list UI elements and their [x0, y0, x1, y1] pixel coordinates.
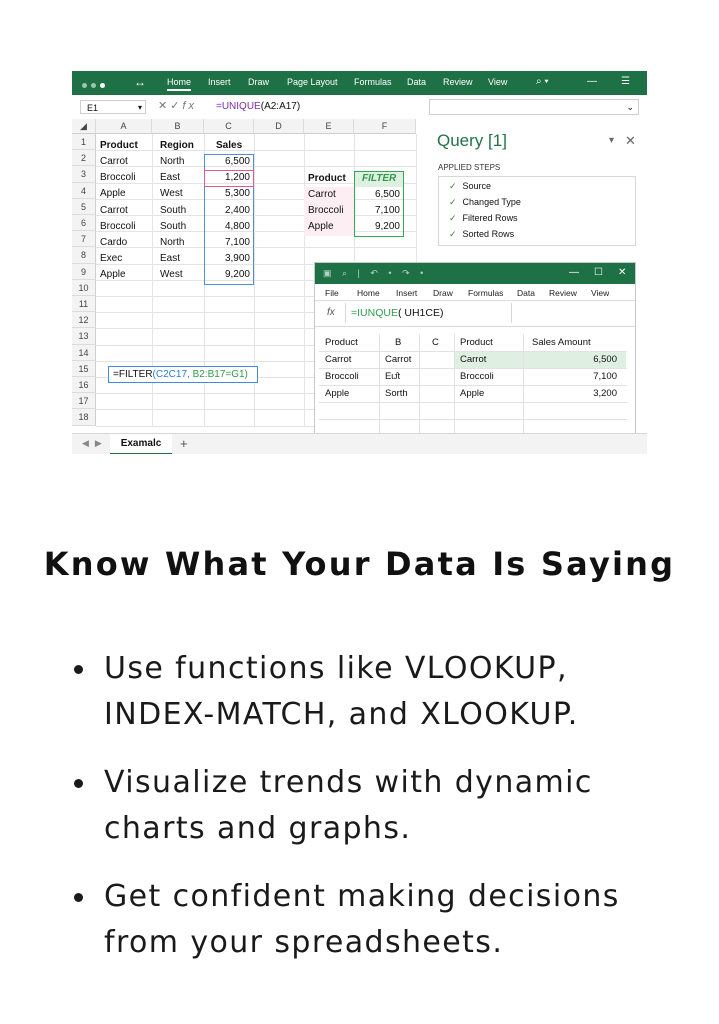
filter-ref-1: (C2C17,: [152, 369, 190, 380]
gridline: [319, 419, 627, 420]
row-header[interactable]: 6: [72, 215, 96, 231]
bullet-text: Get confident making decisions from your spreadsheets.: [104, 879, 620, 960]
menu-file[interactable]: File: [325, 288, 339, 298]
name-box[interactable]: [80, 100, 146, 114]
w2-right-cell[interactable]: Carrot: [460, 354, 487, 365]
window2-menu: [315, 284, 635, 301]
bullet-item: [70, 760, 690, 852]
table-cell[interactable]: Cardo: [100, 237, 128, 248]
bullet-dot-icon: [74, 779, 83, 788]
menu-review[interactable]: Review: [549, 288, 577, 298]
w2-right-cell[interactable]: 7,100: [593, 371, 617, 382]
applied-steps-label: APPLIED STEPS: [438, 163, 501, 172]
table-cell[interactable]: 3,900: [224, 253, 250, 265]
gridline: [319, 402, 627, 403]
check-icon: ✓: [449, 229, 457, 239]
close-icon[interactable]: ✕: [625, 133, 636, 148]
column-header-f[interactable]: F: [354, 119, 416, 134]
header-sales[interactable]: Sales: [216, 140, 243, 151]
bullet-list: [70, 646, 690, 988]
step-label: Sorted Rows: [462, 229, 515, 239]
filter-cell[interactable]: 6,500: [374, 189, 400, 200]
query-title: Query [1]: [437, 131, 507, 150]
step-sorted-rows[interactable]: [449, 229, 514, 240]
window2-formula-bar: [315, 300, 635, 327]
w2-right-header-product[interactable]: Product: [460, 337, 493, 348]
row-header[interactable]: 4: [72, 183, 96, 199]
caret-down-icon[interactable]: ▾: [609, 135, 615, 146]
table-cell[interactable]: East: [160, 253, 181, 265]
row-header[interactable]: 13: [72, 328, 96, 344]
tab-view[interactable]: View: [488, 77, 508, 87]
step-changed-type[interactable]: [449, 197, 521, 208]
menu-home[interactable]: Home: [357, 288, 380, 298]
window-controls[interactable]: [82, 80, 109, 91]
check-icon: ✓: [449, 197, 457, 207]
table-cell[interactable]: Broccoli: [100, 172, 136, 184]
bullet-dot-icon: [74, 665, 83, 674]
table-cell[interactable]: South: [160, 204, 187, 216]
search-icon[interactable]: ⌕ ▾: [536, 76, 549, 87]
confirm-icon[interactable]: ✓: [170, 100, 183, 112]
resize-arrows-icon[interactable]: ↔: [134, 75, 146, 89]
w2-left-cell[interactable]: Carrot: [325, 354, 352, 365]
row-header[interactable]: 9: [72, 264, 96, 280]
secondary-workbook-window: [314, 262, 636, 454]
column-header-e[interactable]: E: [304, 119, 354, 134]
sheet-nav-arrows-icon[interactable]: ◀▶: [82, 438, 108, 448]
column-header-d[interactable]: D: [254, 119, 304, 134]
fx-icon[interactable]: fx: [327, 307, 335, 318]
bullet-text: Visualize trends with dynamic charts and graphs.: [104, 765, 593, 846]
formula-actions: [158, 99, 197, 112]
window2-formula-function: =IUNQUE: [351, 307, 398, 319]
add-sheet-button[interactable]: +: [180, 436, 188, 451]
table-cell[interactable]: North: [160, 237, 185, 248]
selected-cell-highlight: [204, 170, 254, 187]
ribbon-bar: [72, 71, 647, 95]
filter-function: =FILTER: [113, 369, 153, 380]
column-header-a[interactable]: A: [96, 119, 152, 134]
query-dropdown[interactable]: [429, 99, 639, 115]
column-header-c[interactable]: C: [204, 119, 254, 134]
tab-insert[interactable]: Insert: [208, 77, 231, 87]
header-region[interactable]: Region: [160, 140, 194, 151]
table-cell[interactable]: Carrot: [100, 156, 128, 167]
filter-ref-2: B2:B17=G1): [189, 369, 248, 380]
sheet-tab[interactable]: Examalc: [110, 434, 172, 454]
table-cell[interactable]: 4,800: [224, 220, 250, 232]
row-header[interactable]: 11: [72, 296, 96, 312]
w2-left-header-b[interactable]: B: [395, 337, 402, 348]
tab-draw[interactable]: Draw: [248, 77, 270, 87]
select-all-corner[interactable]: ◢: [72, 119, 96, 134]
row-header[interactable]: 12: [72, 312, 96, 328]
query-pane: [429, 119, 647, 269]
gridline: [96, 247, 416, 248]
menu-draw[interactable]: Draw: [433, 288, 453, 298]
table-cell[interactable]: 7,100: [224, 237, 250, 248]
filter-header-product[interactable]: Product: [308, 173, 346, 184]
filter-cell[interactable]: 9,200: [374, 221, 400, 233]
table-cell[interactable]: 1,200: [224, 172, 250, 184]
row-header[interactable]: 10: [72, 280, 96, 296]
step-source[interactable]: [449, 181, 491, 192]
table-cell[interactable]: West: [160, 269, 183, 281]
table-cell[interactable]: 9,200: [224, 269, 250, 281]
tab-home[interactable]: Home: [167, 77, 191, 91]
bullet-dot-icon: [74, 893, 83, 902]
table-cell[interactable]: Carrot: [100, 204, 128, 216]
table-cell[interactable]: Exec: [100, 253, 123, 265]
w2-left-header-c[interactable]: C: [432, 337, 439, 348]
menu-insert[interactable]: Insert: [396, 288, 418, 298]
table-cell[interactable]: Apple: [100, 269, 126, 281]
bullet-item: [70, 646, 690, 738]
step-label: Changed Type: [462, 197, 521, 207]
table-cell[interactable]: East: [160, 172, 181, 184]
w2-right-cell[interactable]: 3,200: [593, 388, 617, 399]
applied-steps-list: [438, 176, 636, 246]
step-label: Filtered Rows: [462, 213, 518, 223]
step-filtered-rows[interactable]: [449, 213, 518, 224]
tab-review[interactable]: Review: [443, 77, 473, 87]
divider: [511, 303, 512, 323]
w2-left-cell[interactable]: Carrot: [385, 354, 412, 365]
minimize-icon[interactable]: —: [569, 267, 579, 278]
row-header[interactable]: 17: [72, 393, 96, 409]
menu-data[interactable]: Data: [517, 288, 535, 298]
chevron-down-icon[interactable]: ⌄: [626, 102, 634, 112]
filter-cell[interactable]: Broccoli: [308, 205, 344, 217]
quick-access-icons[interactable]: ▣ ⌕ | ↶ • ↷ •: [323, 268, 428, 278]
maximize-icon[interactable]: ☐: [594, 267, 603, 278]
header-product[interactable]: Product: [100, 140, 138, 151]
w2-right-cell[interactable]: Apple: [460, 388, 485, 399]
table-cell[interactable]: 2,400: [224, 204, 250, 216]
w2-left-header-product[interactable]: Product: [325, 337, 358, 348]
w2-right-cell[interactable]: Broccoli: [460, 371, 494, 382]
close-icon[interactable]: ✕: [618, 267, 627, 278]
formula-function: =UNIQUE: [216, 101, 261, 112]
filter-cell[interactable]: 7,100: [374, 205, 400, 217]
row-header[interactable]: 3: [72, 166, 96, 182]
formula-bar: [72, 95, 647, 120]
formula-input[interactable]: [216, 99, 426, 115]
tab-formulas[interactable]: Formulas: [354, 77, 392, 87]
table-cell[interactable]: South: [160, 220, 187, 232]
table-cell[interactable]: Apple: [100, 188, 126, 200]
w2-left-cell[interactable]: Eɩᴊ̂t: [385, 371, 401, 382]
bullet-text: Use functions like VLOOKUP, INDEX-MATCH, and XLOOKUP.: [104, 651, 579, 732]
w2-right-cell[interactable]: 6,500: [593, 354, 617, 365]
cancel-icon[interactable]: ✕: [158, 100, 171, 112]
divider: [345, 303, 346, 323]
menu-formulas[interactable]: Formulas: [468, 288, 504, 298]
tab-data[interactable]: Data: [407, 77, 427, 87]
zoom-dot-icon[interactable]: [100, 83, 105, 88]
fx-icon[interactable]: fx: [182, 100, 197, 112]
tab-page-layout[interactable]: Page Layout: [287, 77, 338, 87]
cell-reference: E1: [87, 103, 99, 113]
row-header[interactable]: 8: [72, 247, 96, 263]
table-cell[interactable]: 6,500: [224, 156, 250, 167]
minimize-icon[interactable]: —: [587, 76, 597, 87]
filter-header-filter[interactable]: FILTER: [362, 173, 397, 184]
table-cell[interactable]: West: [160, 188, 183, 200]
sheet-tab-bar: [72, 433, 647, 454]
close-dot-icon[interactable]: [82, 83, 87, 88]
chevron-down-icon[interactable]: ▾: [137, 103, 142, 112]
w2-left-cell[interactable]: Broccoli: [325, 371, 359, 382]
menu-icon[interactable]: ☰: [621, 76, 630, 87]
table-cell[interactable]: North: [160, 156, 185, 167]
w2-left-cell[interactable]: Sorth: [385, 388, 408, 399]
gridline: [96, 166, 416, 167]
window2-formula-argument: ( UH1CE): [397, 307, 444, 319]
row-header[interactable]: 7: [72, 231, 96, 247]
spreadsheet-screenshot: [72, 71, 647, 454]
bullet-item: [70, 874, 690, 966]
headline: Know What Your Data Is Saying: [43, 545, 676, 583]
row-header[interactable]: 1: [72, 134, 96, 150]
formula-argument: (A2:A17): [260, 101, 301, 112]
filter-cell[interactable]: Carrot: [308, 189, 336, 200]
minimize-dot-icon[interactable]: [91, 83, 96, 88]
filter-range-highlight: [354, 171, 404, 237]
window2-formula-input[interactable]: [351, 307, 443, 319]
w2-right-header-sales-amount[interactable]: Sales Amount: [532, 337, 591, 348]
gridline: [96, 150, 416, 151]
column-header-b[interactable]: B: [152, 119, 204, 134]
menu-view[interactable]: View: [591, 288, 610, 298]
filter-cell[interactable]: Apple: [308, 221, 334, 233]
check-icon: ✓: [449, 181, 457, 191]
row-header[interactable]: 15: [72, 361, 96, 377]
row-header[interactable]: 16: [72, 377, 96, 393]
row-header[interactable]: 5: [72, 199, 96, 215]
row-header[interactable]: 18: [72, 409, 96, 425]
w2-left-cell[interactable]: Apple: [325, 388, 350, 399]
table-cell[interactable]: Broccoli: [100, 220, 136, 232]
window2-titlebar: [315, 263, 635, 284]
table-cell[interactable]: 5,300: [224, 188, 250, 200]
check-icon: ✓: [449, 213, 457, 223]
row-header[interactable]: 2: [72, 150, 96, 166]
step-label: Source: [462, 181, 492, 191]
row-header[interactable]: 14: [72, 345, 96, 361]
filter-formula-cell[interactable]: [108, 366, 258, 383]
